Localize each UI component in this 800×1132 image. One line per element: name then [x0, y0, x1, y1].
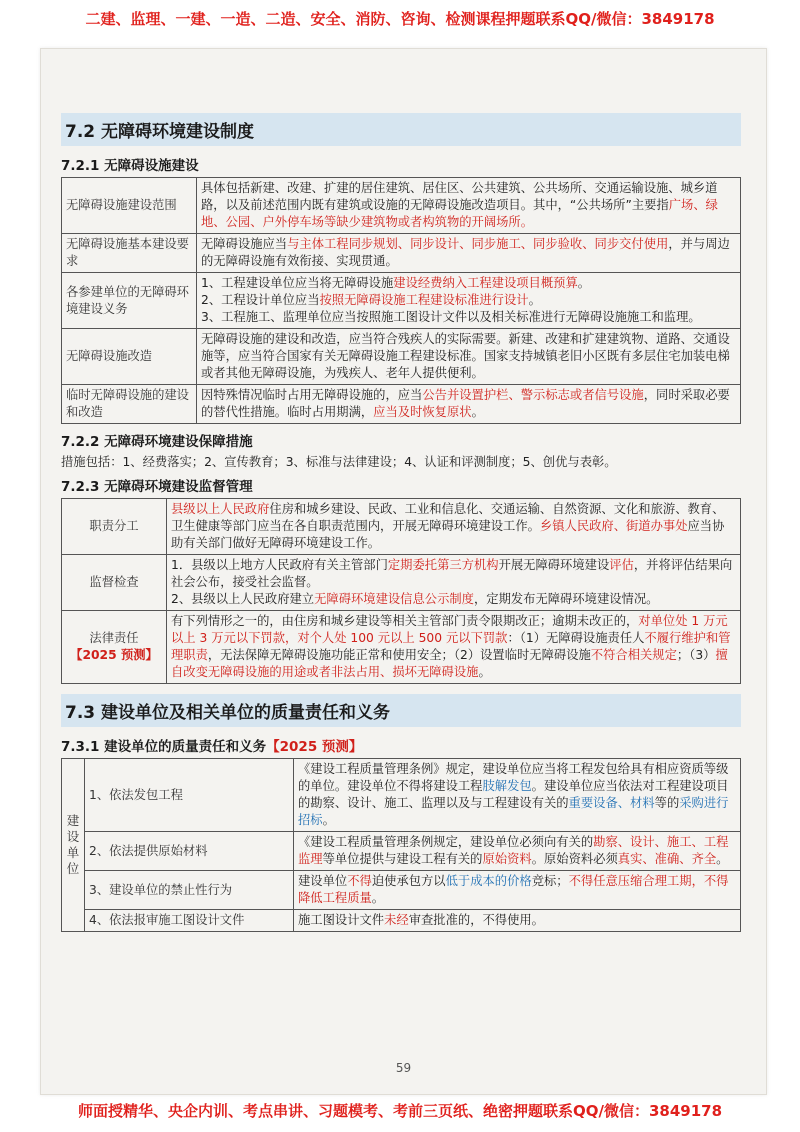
table-row: [62, 329, 741, 385]
row-key: 临时无障碍设施的建设和改造: [62, 385, 197, 424]
row-key: 4、依法报审施工图设计文件: [85, 910, 294, 932]
table-row: [62, 759, 741, 832]
row-key: 无障碍设施改造: [62, 329, 197, 385]
row-value: 《建设工程质量管理条例规定，建设单位必须向有关的勘察、设计、施工、工程监理等单位提供与建设工程有关的原始资料。原始资料必须真实、准确、齐全。: [294, 832, 741, 871]
page-number: 59: [395, 1061, 412, 1075]
row-value: 无障碍设施应当与主体工程同步规划、同步设计、同步施工、同步验收、同步交付使用，并与周边的无障碍设施有效衔接、实现贯通。: [197, 234, 741, 273]
measures-paragraph: 措施包括：1、经费落实；2、宣传教育；3、标准与法律建设；4、认证和评测制度；5、创优与表彰。: [61, 455, 617, 469]
subsection-heading-7-2-1: 7.2.1 无障碍设施建设: [61, 158, 199, 174]
document-page: [40, 48, 767, 1095]
table-row: [62, 499, 741, 555]
table-row: [62, 273, 741, 329]
row-key: 无障碍设施基本建设要求: [62, 234, 197, 273]
row-key: 2、依法提供原始材料: [85, 832, 294, 871]
table-row: [62, 832, 741, 871]
owner-quality-table: [61, 758, 741, 932]
forecast-tag: 【2025 预测】: [70, 648, 158, 662]
row-key: 职责分工: [62, 499, 167, 555]
table-row: [62, 555, 741, 611]
table-row: [62, 178, 741, 234]
subsection-heading-7-2-3: 7.2.3 无障碍环境建设监督管理: [61, 479, 253, 495]
top-banner: 二建、监理、一建、一造、二造、安全、消防、咨询、检测课程押题联系QQ/微信：3849178: [85, 10, 715, 28]
row-key: 各参建单位的无障碍环境建设义务: [62, 273, 197, 329]
table-row: [62, 871, 741, 910]
row-value: 1、工程建设单位应当将无障碍设施建设经费纳入工程建设项目概预算。 2、工程设计单位应当按照无障碍设施工程建设标准进行设计。 3、工程施工、监理单位应当按照施工图设计文件以及相关标准进行无障碍设施施工和监理。: [197, 273, 741, 329]
row-value: 《建设工程质量管理条例》规定，建设单位应当将工程发包给具有相应资质等级的单位。建设单位不得将建设工程肢解发包。建设单位应当依法对工程建设项目的勘察、设计、施工、监理以及与工程建设有关的重要设备、材料等的采购进行招标。: [294, 759, 741, 832]
row-value: 无障碍设施的建设和改造，应当符合残疾人的实际需要。新建、改建和扩建建筑物、道路、交通设施等，应当符合国家有关无障碍设施工程建设标准。国家支持城镇老旧小区既有多层住宅加装电梯或者其他无障碍设施，为残疾人、老年人提供便利。: [197, 329, 741, 385]
row-value: 施工图设计文件未经审查批准的，不得使用。: [294, 910, 741, 932]
row-value: 1．县级以上地方人民政府有关主管部门定期委托第三方机构开展无障碍环境建设评估，并将评估结果向社会公布，接受社会监督。 2、县级以上人民政府建立无障碍环境建设信息公示制度，定期发布无障碍环境建设情况。: [167, 555, 741, 611]
accessibility-construction-table: [61, 177, 741, 424]
section-heading-7-2: 7.2 无障碍环境建设制度: [61, 113, 741, 146]
row-group-label: 建设单位: [62, 759, 85, 932]
table-row: [62, 910, 741, 932]
row-key: 监督检查: [62, 555, 167, 611]
bottom-banner: 师面授精华、央企内训、考点串讲、习题模考、考前三页纸、绝密押题联系QQ/微信：3849178: [77, 1102, 723, 1120]
row-value: 有下列情形之一的，由住房和城乡建设等相关主管部门责令限期改正；逾期未改正的，对单位处 1 万元以上 3 万元以下罚款，对个人处 100 元以上 500 元以下罚款：（1）无障碍设施责任人不履行维护和管理职责，无法保障无障碍设施功能正常和使用安全；（2）设置临时无障碍设施不符合相关规定；（3）擅自改变无障碍设施的用途或者非法占用、损坏无障碍设施。: [167, 611, 741, 684]
row-value: 县级以上人民政府住房和城乡建设、民政、工业和信息化、交通运输、自然资源、文化和旅游、教育、卫生健康等部门应当在各自职责范围内，开展无障碍环境建设工作。乡镇人民政府、街道办事处应当协助有关部门做好无障碍环境建设工作。: [167, 499, 741, 555]
table-row: [62, 385, 741, 424]
row-value: 建设单位不得迫使承包方以低于成本的价格竞标；不得任意压缩合理工期，不得降低工程质量。: [294, 871, 741, 910]
row-key: 无障碍设施建设范围: [62, 178, 197, 234]
subsection-heading-7-3-1: 7.3.1 建设单位的质量责任和义务【2025 预测】: [61, 739, 363, 755]
row-key: 1、依法发包工程: [85, 759, 294, 832]
subsection-heading-7-2-2: 7.2.2 无障碍环境建设保障措施: [61, 434, 253, 450]
table-row: [62, 234, 741, 273]
supervision-table: [61, 498, 741, 684]
row-value: 具体包括新建、改建、扩建的居住建筑、居住区、公共建筑、公共场所、交通运输设施、城乡道路，以及前述范围内既有建筑或设施的无障碍设施改造项目。其中，“公共场所”主要指广场、绿地、公园、户外停车场等缺少建筑物或者构筑物的开阔场所。: [197, 178, 741, 234]
page-content: [61, 113, 741, 932]
row-key: 3、建设单位的禁止性行为: [85, 871, 294, 910]
section-heading-7-3: 7.3 建设单位及相关单位的质量责任和义务: [61, 694, 741, 727]
table-row: [62, 611, 741, 684]
row-value: 因特殊情况临时占用无障碍设施的，应当公告并设置护栏、警示标志或者信号设施，同时采取必要的替代性措施。临时占用期满，应当及时恢复原状。: [197, 385, 741, 424]
row-key: 法律责任 【2025 预测】: [62, 611, 167, 684]
